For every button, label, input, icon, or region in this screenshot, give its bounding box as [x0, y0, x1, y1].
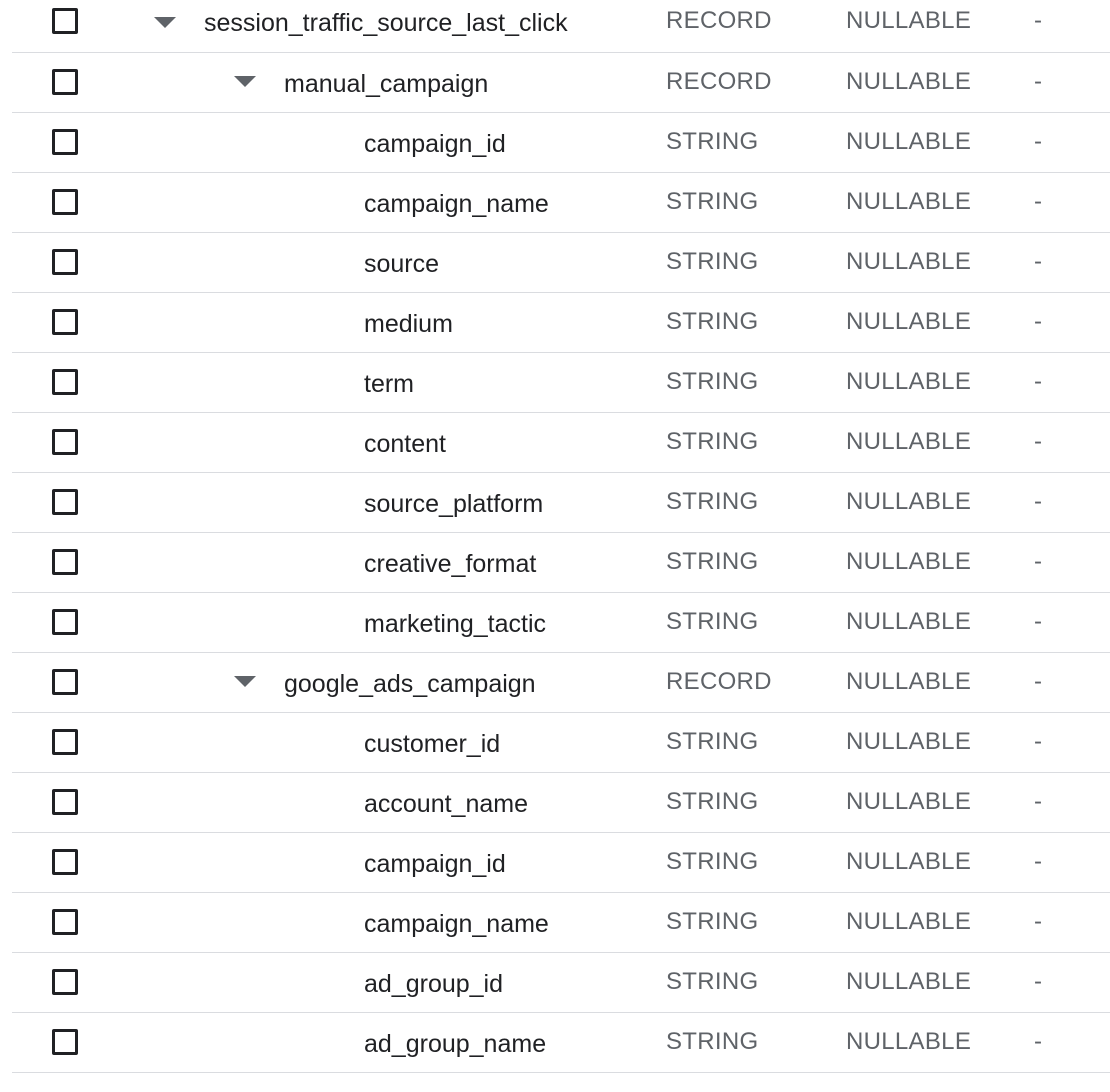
field-type: RECORD	[666, 7, 772, 34]
row-checkbox[interactable]	[52, 69, 78, 95]
field-description: -	[1034, 848, 1043, 875]
field-mode: NULLABLE	[846, 608, 972, 635]
field-type: STRING	[666, 848, 759, 875]
field-type: STRING	[666, 248, 759, 275]
schema-row[interactable]	[12, 113, 1110, 173]
field-description: -	[1034, 488, 1043, 515]
field-name: campaign_id	[364, 850, 506, 878]
field-name: medium	[364, 310, 453, 338]
schema-row[interactable]	[12, 53, 1110, 113]
field-type: STRING	[666, 1028, 759, 1055]
row-checkbox[interactable]	[52, 849, 78, 875]
field-description: -	[1034, 188, 1043, 215]
row-checkbox[interactable]	[52, 669, 78, 695]
field-mode: NULLABLE	[846, 728, 972, 755]
field-mode: NULLABLE	[846, 488, 972, 515]
schema-row[interactable]	[12, 653, 1110, 713]
schema-table	[12, 0, 1110, 1073]
field-mode: NULLABLE	[846, 188, 972, 215]
field-type: RECORD	[666, 668, 772, 695]
field-type: STRING	[666, 368, 759, 395]
schema-row[interactable]	[12, 1013, 1110, 1073]
field-description: -	[1034, 668, 1043, 695]
field-mode: NULLABLE	[846, 1028, 972, 1055]
row-checkbox[interactable]	[52, 1029, 78, 1055]
row-checkbox[interactable]	[52, 8, 78, 34]
schema-row[interactable]	[12, 773, 1110, 833]
schema-row[interactable]	[12, 413, 1110, 473]
schema-row[interactable]	[12, 953, 1110, 1013]
arrow-drop-down-icon[interactable]	[152, 12, 178, 32]
field-mode: NULLABLE	[846, 7, 972, 34]
field-name: marketing_tactic	[364, 610, 547, 638]
row-checkbox[interactable]	[52, 369, 78, 395]
field-description: -	[1034, 128, 1043, 155]
field-name: manual_campaign	[284, 70, 489, 98]
schema-row[interactable]	[12, 833, 1110, 893]
field-name: ad_group_name	[364, 1030, 547, 1058]
row-checkbox[interactable]	[52, 549, 78, 575]
field-type: STRING	[666, 188, 759, 215]
schema-row[interactable]	[12, 353, 1110, 413]
field-mode: NULLABLE	[846, 68, 972, 95]
field-type: STRING	[666, 428, 759, 455]
field-name: term	[364, 370, 414, 398]
field-name: campaign_id	[364, 130, 506, 158]
row-checkbox[interactable]	[52, 309, 78, 335]
field-type: STRING	[666, 128, 759, 155]
row-checkbox[interactable]	[52, 789, 78, 815]
schema-row[interactable]	[12, 533, 1110, 593]
field-description: -	[1034, 308, 1043, 335]
schema-row[interactable]	[12, 293, 1110, 353]
schema-row[interactable]	[12, 233, 1110, 293]
field-name: campaign_name	[364, 190, 549, 218]
schema-row[interactable]	[12, 893, 1110, 953]
schema-row[interactable]	[12, 0, 1110, 53]
row-checkbox[interactable]	[52, 729, 78, 755]
field-name: customer_id	[364, 730, 501, 758]
field-type: STRING	[666, 608, 759, 635]
field-type: STRING	[666, 788, 759, 815]
field-mode: NULLABLE	[846, 428, 972, 455]
field-description: -	[1034, 608, 1043, 635]
field-description: -	[1034, 908, 1043, 935]
field-description: -	[1034, 728, 1043, 755]
field-mode: NULLABLE	[846, 668, 972, 695]
row-checkbox[interactable]	[52, 909, 78, 935]
field-type: STRING	[666, 548, 759, 575]
field-mode: NULLABLE	[846, 308, 972, 335]
field-name: source_platform	[364, 490, 544, 518]
schema-row[interactable]	[12, 593, 1110, 653]
row-checkbox[interactable]	[52, 249, 78, 275]
arrow-drop-down-icon[interactable]	[232, 671, 258, 691]
field-mode: NULLABLE	[846, 368, 972, 395]
field-mode: NULLABLE	[846, 788, 972, 815]
field-mode: NULLABLE	[846, 248, 972, 275]
field-description: -	[1034, 1028, 1043, 1055]
field-description: -	[1034, 548, 1043, 575]
schema-row[interactable]	[12, 473, 1110, 533]
row-checkbox[interactable]	[52, 609, 78, 635]
field-description: -	[1034, 68, 1043, 95]
field-mode: NULLABLE	[846, 548, 972, 575]
field-type: STRING	[666, 488, 759, 515]
row-checkbox[interactable]	[52, 189, 78, 215]
field-name: campaign_name	[364, 910, 549, 938]
field-description: -	[1034, 968, 1043, 995]
field-name: session_traffic_source_last_click	[204, 9, 568, 37]
field-mode: NULLABLE	[846, 908, 972, 935]
arrow-drop-down-icon[interactable]	[232, 71, 258, 91]
field-description: -	[1034, 7, 1043, 34]
field-description: -	[1034, 428, 1043, 455]
field-type: STRING	[666, 308, 759, 335]
schema-row[interactable]	[12, 713, 1110, 773]
field-name: source	[364, 250, 440, 278]
field-type: STRING	[666, 728, 759, 755]
field-type: STRING	[666, 968, 759, 995]
field-description: -	[1034, 368, 1043, 395]
field-mode: NULLABLE	[846, 848, 972, 875]
field-name: google_ads_campaign	[284, 670, 536, 698]
field-type: STRING	[666, 908, 759, 935]
field-description: -	[1034, 248, 1043, 275]
row-checkbox[interactable]	[52, 129, 78, 155]
row-checkbox[interactable]	[52, 429, 78, 455]
field-mode: NULLABLE	[846, 128, 972, 155]
row-checkbox[interactable]	[52, 489, 78, 515]
field-type: RECORD	[666, 68, 772, 95]
field-name: creative_format	[364, 550, 537, 578]
row-checkbox[interactable]	[52, 969, 78, 995]
field-name: account_name	[364, 790, 529, 818]
field-name: ad_group_id	[364, 970, 504, 998]
field-mode: NULLABLE	[846, 968, 972, 995]
field-name: content	[364, 430, 447, 458]
schema-row[interactable]	[12, 173, 1110, 233]
field-description: -	[1034, 788, 1043, 815]
